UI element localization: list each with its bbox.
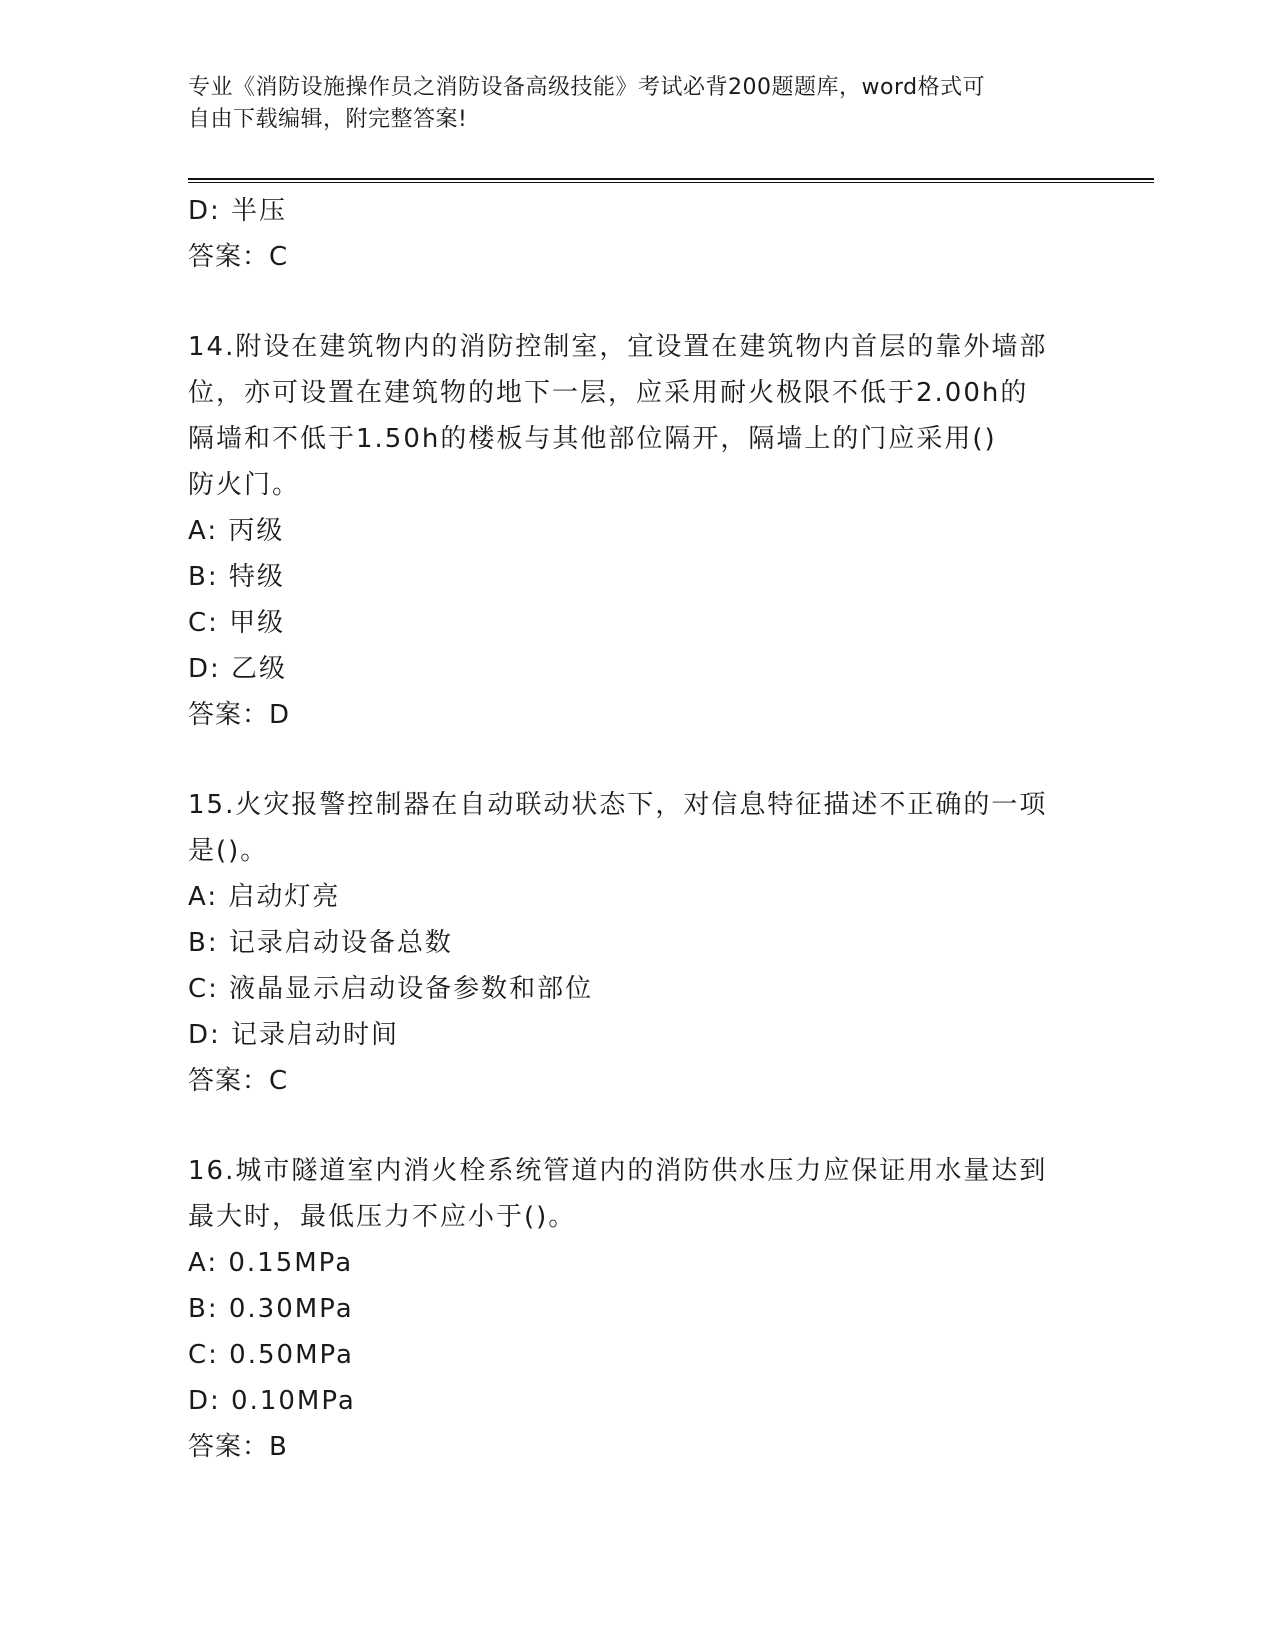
option-c: C: 液晶显示启动设备参数和部位 [188, 974, 594, 1004]
option-d: D: 半压 [188, 196, 288, 226]
stem-line: 16.城市隧道室内消火栓系统管道内的消防供水压力应保证用水量达到 [188, 1156, 1048, 1186]
option-a: A: 0.15MPa [188, 1248, 354, 1278]
question-16 [188, 1148, 1088, 1470]
stem-line: 15.火灾报警控制器在自动联动状态下，对信息特征描述不正确的一项 [188, 790, 1048, 820]
header-divider [188, 178, 1154, 183]
spacer [188, 738, 1088, 782]
stem-line: 防火门。 [188, 470, 301, 500]
option-d: D: 乙级 [188, 654, 288, 684]
answer: 答案：C [188, 1066, 289, 1096]
option-b: B: 0.30MPa [188, 1294, 354, 1324]
option-a: A: 启动灯亮 [188, 882, 341, 912]
answer: 答案：B [188, 1432, 288, 1462]
answer: 答案：D [188, 700, 291, 730]
stem-line: 隔墙和不低于1.50h的楼板与其他部位隔开，隔墙上的门应采用() [188, 424, 997, 454]
question-stem [188, 782, 1088, 874]
spacer [188, 1104, 1088, 1148]
document-body [188, 188, 1088, 1470]
spacer [188, 280, 1088, 324]
answer: 答案：C [188, 242, 289, 272]
option-a: A: 丙级 [188, 516, 285, 546]
question-stem [188, 1148, 1088, 1240]
option-d: D: 0.10MPa [188, 1386, 356, 1416]
question-15 [188, 782, 1088, 1104]
option-c: C: 0.50MPa [188, 1340, 354, 1370]
option-b: B: 特级 [188, 562, 285, 592]
stem-line: 最大时，最低压力不应小于()。 [188, 1202, 577, 1232]
option-c: C: 甲级 [188, 608, 286, 638]
header-line-1: 专业《消防设施操作员之消防设备高级技能》考试必背200题题库，word格式可 [188, 75, 986, 100]
stem-line: 14.附设在建筑物内的消防控制室，宜设置在建筑物内首层的靠外墙部 [188, 332, 1048, 362]
option-b: B: 记录启动设备总数 [188, 928, 453, 958]
question-stem [188, 324, 1088, 508]
page-header [188, 72, 1088, 136]
option-d: D: 记录启动时间 [188, 1020, 400, 1050]
header-line-2: 自由下载编辑，附完整答案! [188, 107, 468, 132]
stem-line: 是()。 [188, 836, 269, 866]
previous-question-tail [188, 188, 1088, 280]
question-14 [188, 324, 1088, 738]
stem-line: 位，亦可设置在建筑物的地下一层，应采用耐火极限不低于2.00h的 [188, 378, 1029, 408]
